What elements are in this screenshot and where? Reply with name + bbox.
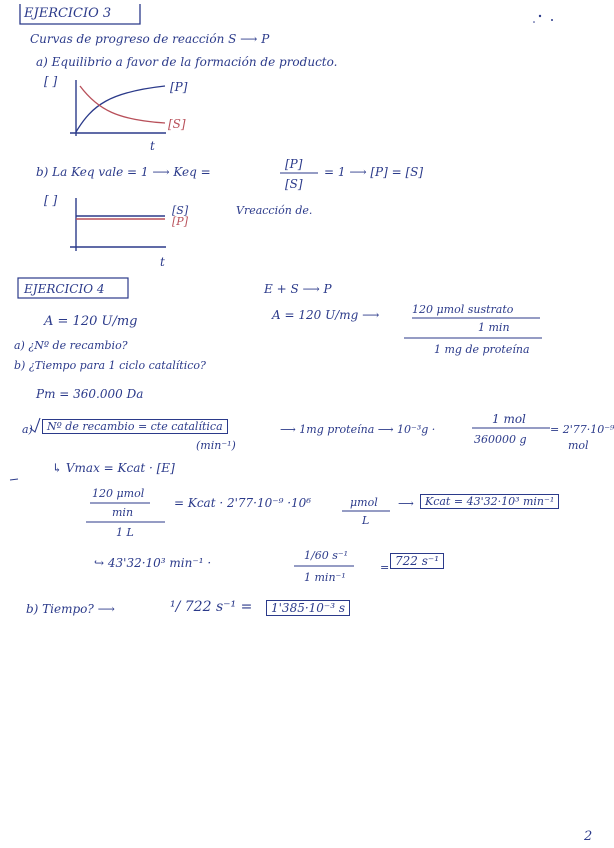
- graph-b-x-label: t: [160, 255, 165, 269]
- kcat-result-box: Kcat = 43'32·10³ min⁻¹: [420, 494, 559, 509]
- conv-lead: ↪ 43'32·10³ min⁻¹ ·: [94, 556, 212, 570]
- ej3-title: EJERCICIO 3: [24, 6, 112, 21]
- ej4-question-b: b) ¿Tiempo para 1 ciclo catalítico?: [14, 359, 206, 372]
- eq-mid-num: μmol: [350, 496, 378, 509]
- eq-num: 120 μmol: [92, 487, 145, 500]
- eq-mid-den: L: [362, 514, 370, 527]
- ej4-reaction: E + S ⟶ P: [264, 282, 332, 296]
- graph-b-p-label: [P]: [172, 215, 188, 228]
- graph-b-note: Vreacción de.: [236, 204, 313, 217]
- ej3-a-label: a) Equilibrio a favor de la formación de producto.: [36, 55, 338, 69]
- eq-mid: = Kcat · 2'77·10⁻⁹ ·10⁶: [174, 496, 312, 510]
- ans-a-conv-result: = 2'77·10⁻⁹: [550, 423, 614, 436]
- graph-a-x-label: t: [150, 139, 155, 153]
- ans-a-conversion: ⟶ 1mg proteína ⟶ 10⁻³g ·: [280, 423, 436, 436]
- ans-a-conv-num: 1 mol: [492, 412, 526, 426]
- graph-b-s-label: [S]: [172, 204, 189, 217]
- graph-a-p-label: [P]: [170, 80, 188, 94]
- eq-den: 1 L: [116, 526, 134, 539]
- ans-a-conv-unit: mol: [568, 439, 589, 452]
- graph-b-y-label: [ ]: [44, 193, 58, 207]
- ej4-activity-num-den: 1 min: [478, 321, 510, 334]
- conv-eq: =: [380, 561, 390, 574]
- ans-b-result-box: 1'385·10⁻³ s: [266, 600, 350, 616]
- ans-a-unit: (min⁻¹): [196, 439, 236, 452]
- eq-arrow: ⟶: [398, 497, 414, 510]
- graph-a-s-label: [S]: [168, 117, 186, 131]
- conv-den: 1 min⁻¹: [304, 571, 346, 584]
- ej3-b-num: [P]: [285, 157, 303, 171]
- ans-b-inverse: ¹/ 722 s⁻¹ =: [170, 599, 253, 615]
- conv-num: 1/60 s⁻¹: [304, 549, 349, 562]
- graph-a-product-curve: [76, 86, 165, 132]
- eq-num-den: min: [112, 506, 134, 519]
- ej3-b-den: [S]: [285, 177, 303, 191]
- page-number: 2: [584, 829, 593, 844]
- ans-a-box: Nº de recambio = cte catalítica: [42, 419, 228, 434]
- vmax-equation: ↳ Vmax = Kcat · [E]: [52, 461, 175, 475]
- ej4-question-a: a) ¿Nº de recambio?: [14, 339, 128, 352]
- graph-a-y-label: [ ]: [44, 74, 58, 88]
- ej4-title: EJERCICIO 4: [24, 282, 105, 296]
- ej4-activity-den: 1 mg de proteína: [434, 343, 530, 356]
- ans-a-prefix: a): [22, 423, 33, 436]
- ej4-molar-mass: Pm = 360.000 Da: [36, 387, 144, 401]
- ej4-activity-eq: A = 120 U/mg ⟶: [272, 308, 380, 322]
- graph-a-axes: [70, 80, 166, 136]
- ej3-b-rest: = 1 ⟶ [P] = [S]: [324, 165, 424, 179]
- ans-a-conv-den: 360000 g: [474, 433, 527, 446]
- ans-b-label: b) Tiempo? ⟶: [26, 602, 115, 616]
- conv-result-box: 722 s⁻¹: [390, 553, 444, 569]
- graph-a-substrate-curve: [80, 86, 165, 123]
- ej4-activity: A = 120 U/mg: [44, 314, 138, 329]
- ej3-subtitle: Curvas de progreso de reacción S ⟶ P: [30, 32, 270, 46]
- ej4-activity-num: 120 μmol sustrato: [412, 303, 514, 316]
- ej3-b-label: b) La Keq vale = 1 ⟶ Keq =: [36, 165, 211, 179]
- graph-b-axes: [70, 198, 166, 251]
